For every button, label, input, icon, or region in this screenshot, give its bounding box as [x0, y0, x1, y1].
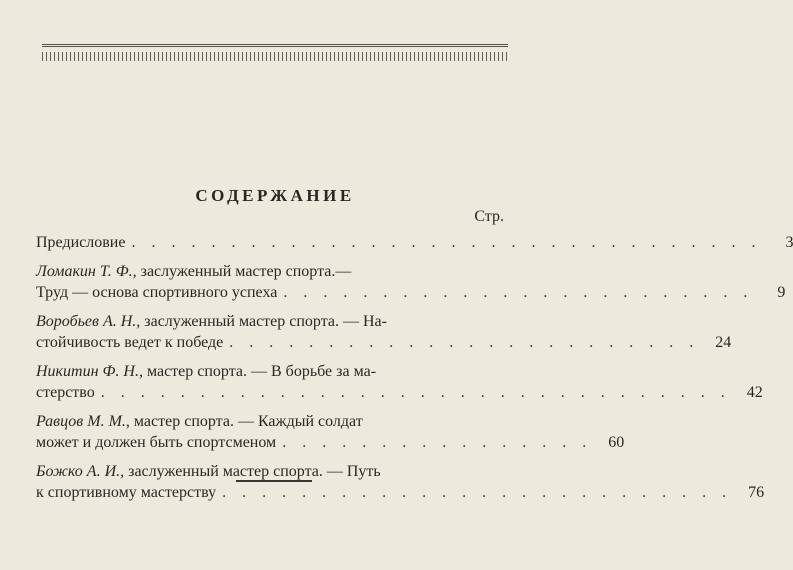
toc-entry-title-cont: к спортивному мастерству: [36, 484, 217, 501]
toc-entry: [36, 411, 625, 453]
toc-entry-title: заслуженный мастер спорта. — На-: [140, 313, 387, 330]
toc-page-number: 3: [785, 234, 793, 251]
dot-leader: . . . . . . . . . . . . . . . . . . . . . . . . . . . . . . . .: [131, 234, 762, 251]
toc-author: Ломакин Т. Ф.,: [36, 263, 137, 280]
toc-author: Никитин Ф. Н.,: [36, 363, 143, 380]
page-column-header: Стр.: [474, 208, 504, 225]
toc-author: Воробьев А. Н.,: [36, 313, 141, 330]
toc-page-number: 24: [715, 334, 732, 351]
toc-entry: [36, 461, 765, 503]
toc-author: Божко А. И.,: [36, 463, 125, 480]
toc-page-number: 42: [746, 384, 763, 401]
toc-entry: [36, 311, 732, 353]
toc-entry-preface: [36, 232, 793, 253]
toc-entry-title-cont: может и должен быть спортсменом: [36, 434, 277, 451]
page-title: СОДЕРЖАНИЕ: [195, 186, 355, 205]
toc-entry-title: Предисловие: [36, 234, 126, 251]
toc-entry-title: заслуженный мастер спорта. — Путь: [124, 463, 381, 480]
toc-entry: [36, 361, 763, 403]
toc-entry: [36, 261, 786, 303]
toc-entry-title-cont: Труд — основа спортивного успеха: [36, 284, 278, 301]
toc-page-number: 60: [608, 434, 625, 451]
dot-leader: . . . . . . . . . . . . . . . . . . . . . . . .: [229, 334, 700, 351]
toc-author: Равцов М. М.,: [36, 413, 130, 430]
dot-leader: . . . . . . . . . . . . . . . . . . . . . . . .: [283, 284, 754, 301]
toc-entry-title: мастер спорта. — В борьбе за ма-: [142, 363, 377, 380]
bottom-rule: [236, 480, 312, 482]
dot-leader: . . . . . . . . . . . . . . . . . . . . . . . . . . . . . . . .: [100, 384, 731, 401]
toc-page-number: 76: [748, 484, 765, 501]
toc-entry-title: мастер спорта. — Каждый солдат: [129, 413, 363, 430]
toc-entry-title-cont: стойчивость ведет к победе: [36, 334, 224, 351]
toc-entry-title-cont: стерство: [36, 384, 95, 401]
top-ornamental-rule: [42, 44, 508, 69]
dot-leader: . . . . . . . . . . . . . . . .: [282, 434, 593, 451]
table-of-contents: [36, 232, 793, 511]
toc-page-number: 9: [777, 284, 786, 301]
dot-leader: . . . . . . . . . . . . . . . . . . . . . . . . . .: [222, 484, 733, 501]
toc-entry-title: заслуженный мастер спорта.—: [136, 263, 352, 280]
